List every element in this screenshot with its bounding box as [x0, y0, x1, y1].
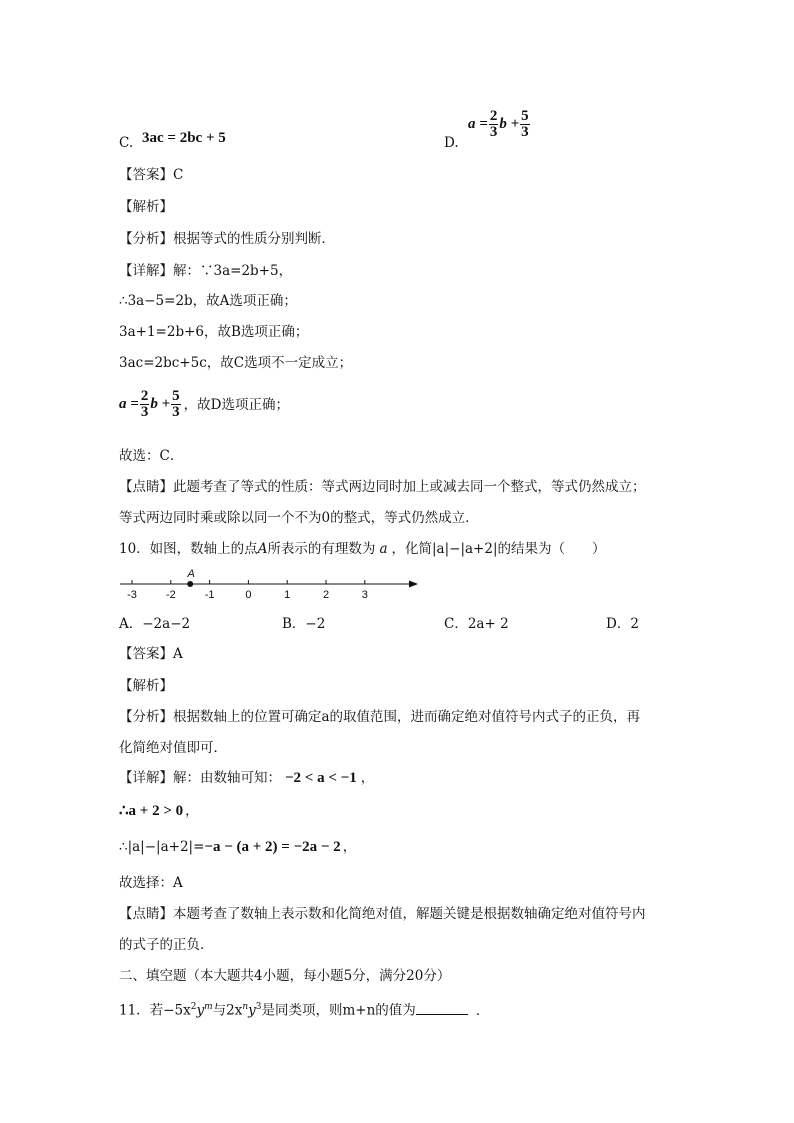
- option-d-frac1: $\frac{2}{3}$: [489, 108, 498, 140]
- q9-answer: 【答案】C: [119, 167, 184, 183]
- q10-option-d: D．2: [606, 616, 639, 632]
- q10-jiexi-heading: 【解析】: [119, 678, 173, 694]
- q9-detail-line-2: ∴3a−5=2b，故A选项正确；: [119, 293, 297, 309]
- number-line-arrow-icon: [409, 581, 418, 588]
- q9-detail-line-4: 3ac=2bc+5c，故C选项不一定成立；: [119, 355, 353, 371]
- q9-choose: 故选：C．: [119, 448, 184, 464]
- number-line-point-label: A: [187, 568, 195, 580]
- number-line-tick-label: 2: [322, 589, 330, 601]
- number-line-tick-label: 0: [245, 589, 252, 601]
- q10-tip-line-1: 【点睛】本题考查了数轴上表示数和化简绝对值，解题关键是根据数轴确定绝对值符号内: [119, 906, 646, 922]
- number-line-tick-label: 3: [361, 589, 368, 601]
- option-d-label: D.: [444, 135, 459, 151]
- option-c-label: C.: [119, 135, 134, 151]
- option-d-var: b +: [499, 116, 520, 132]
- option-d-formula: [468, 109, 531, 140]
- q10-detail-line-3: ∴|a|−|a+2|= −a − (a + 2) = −2a − 2 ，: [119, 838, 357, 855]
- number-line-tick-label: -2: [165, 589, 176, 601]
- number-line-tick-label: 1: [284, 589, 291, 601]
- q10-detail-line-2: ∴a + 2 > 0 ，: [119, 802, 199, 819]
- number-line-tick-label: -3: [127, 589, 137, 601]
- q10-choose: 故选择：A: [119, 875, 183, 891]
- q10-analysis-line-2: 化简绝对值即可．: [119, 740, 227, 756]
- q9-detail-line-5: a = $\frac{2}{3}$ b + $\frac{5}{3}$ ，故D选项正确；: [119, 388, 289, 420]
- q9-tip-line-2: 等式两边同时乘或除以同一个不为0的整式，等式仍然成立．: [119, 510, 479, 526]
- number-line: [118, 566, 423, 602]
- section-2-title: 二、填空题（本大题共4小题，每小题5分，满分20分）: [119, 968, 451, 984]
- q9-jiexi-heading: 【解析】: [119, 199, 173, 215]
- q10-option-a: A．−2a−2: [119, 616, 191, 632]
- q9-tip-line-1: 【点睛】此题考查了等式的性质：等式两边同时加上或减去同一个整式，等式仍然成立；: [119, 479, 646, 495]
- q10-stem: 10．如图，数轴上的点A所表示的有理数为 a ，化简|a|−|a+2|的结果为（ ）: [119, 541, 606, 557]
- option-d-lhs: a =: [468, 116, 488, 132]
- number-line-tick-label: -1: [204, 589, 215, 601]
- q10-answer: 【答案】A: [119, 646, 183, 662]
- q11-stem: 11．若$-5x^2y^m$与$2x^ny^3$是同类项，则m+n的值为 ．: [119, 1002, 490, 1019]
- q9-detail-line-3: 3a+1=2b+6，故B选项正确；: [119, 324, 309, 340]
- q10-tip-line-2: 的式子的正负．: [119, 937, 214, 953]
- q10-option-c: C．2a+ 2: [444, 616, 509, 632]
- q10-detail-line-1: 【详解】解：由数轴可知： −2 < a < −1 ，: [119, 769, 375, 786]
- number-line-point-a: [187, 581, 193, 587]
- q9-detail-line-1: 【详解】解：∵3a=2b+5，: [119, 263, 293, 279]
- q11-answer-blank[interactable]: [416, 1002, 468, 1015]
- q9-analysis: 【分析】根据等式的性质分别判断．: [119, 231, 335, 247]
- q10-analysis-line-1: 【分析】根据数轴上的位置可确定a的取值范围，进而确定绝对值符号内式子的正负，再: [119, 709, 641, 725]
- q10-option-b: B．−2: [282, 616, 326, 632]
- option-d-frac2: $\frac{5}{3}$: [521, 108, 529, 140]
- option-c-formula: 3ac = 2bc + 5: [142, 130, 226, 146]
